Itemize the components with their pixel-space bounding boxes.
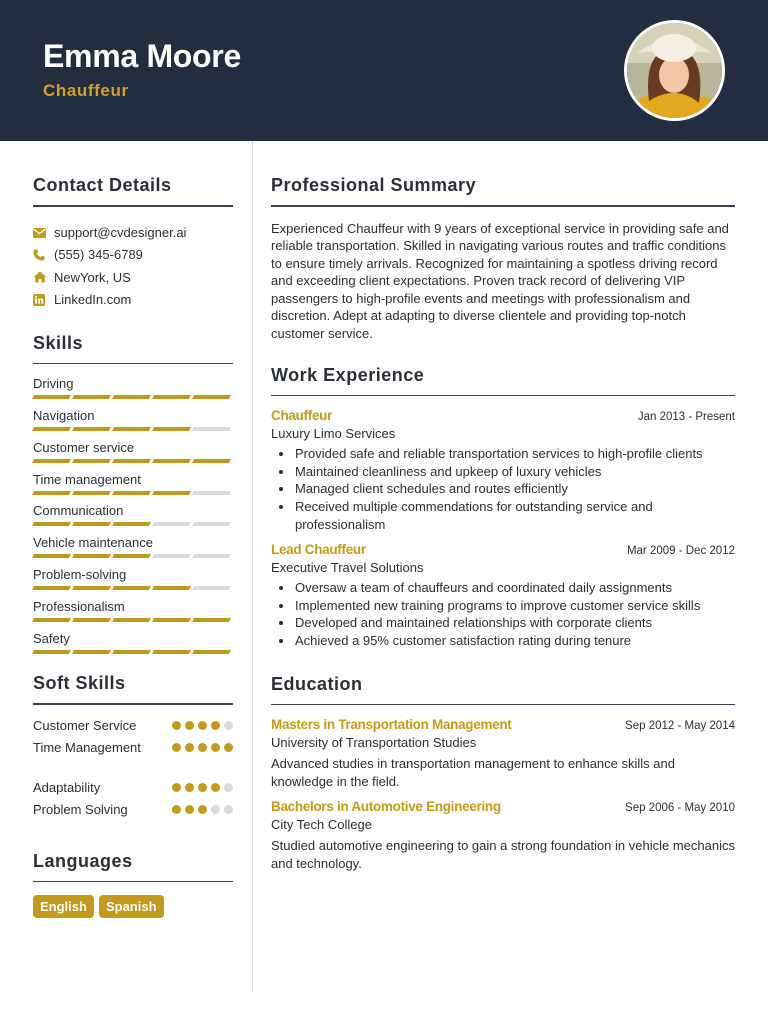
rating-dot <box>172 743 181 752</box>
skill-level-bar <box>33 618 230 622</box>
experience-rule <box>271 395 735 397</box>
skill-item <box>33 502 233 534</box>
skill-level-segment <box>32 395 71 399</box>
column-divider <box>252 141 253 991</box>
skill-level-segment <box>192 522 231 526</box>
job-entry <box>271 542 735 649</box>
skill-level-segment <box>152 618 191 622</box>
contact-list <box>33 222 233 311</box>
skill-level-segment <box>112 522 151 526</box>
rating-dot <box>172 721 181 730</box>
left-column <box>33 141 233 918</box>
job-bullet: Received multiple commendations for outstanding service and professionalism <box>271 498 735 533</box>
home-icon <box>33 271 54 283</box>
skill-level-segment <box>152 395 191 399</box>
education-title: Education <box>271 673 363 694</box>
degree-description: Advanced studies in transportation management to enhance skills and knowledge in the field. <box>271 756 675 789</box>
rating-dot <box>211 721 220 730</box>
skill-label: Problem-solving <box>33 566 127 582</box>
skill-item <box>33 630 233 662</box>
soft-skill-rating <box>172 801 233 814</box>
rating-dot <box>172 805 181 814</box>
skill-level-segment <box>192 618 231 622</box>
skill-level-segment <box>112 554 151 558</box>
rating-dot <box>211 743 220 752</box>
skill-level-segment <box>72 554 111 558</box>
job-company: Executive Travel Solutions <box>271 560 424 576</box>
education-rule <box>271 704 735 706</box>
skill-level-segment <box>112 586 151 590</box>
soft-skill-rating <box>172 739 233 752</box>
skill-item <box>33 439 233 471</box>
skill-level-bar <box>33 586 230 590</box>
rating-dot <box>211 805 220 814</box>
experience-section <box>271 365 735 650</box>
skill-level-bar <box>33 650 230 654</box>
skill-item <box>33 598 233 630</box>
contact-phone[interactable] <box>33 244 233 266</box>
job-bullet: Provided safe and reliable transportation services to high-profile clients <box>271 445 735 463</box>
skill-level-segment <box>192 427 231 431</box>
job-bullets <box>271 579 735 649</box>
degree-title: Masters in Transportation Management <box>271 717 512 732</box>
education-entry <box>271 717 735 790</box>
skill-level-segment <box>152 586 191 590</box>
skill-level-segment <box>112 618 151 622</box>
skill-label: Customer service <box>33 439 135 455</box>
rating-dot <box>185 805 194 814</box>
skill-level-segment <box>112 459 151 463</box>
education-entry <box>271 799 735 872</box>
rating-dot <box>198 721 207 730</box>
contact-rule <box>33 205 233 207</box>
profile-photo <box>624 20 725 121</box>
contact-title: Contact Details <box>33 175 172 195</box>
rating-dot <box>211 783 220 792</box>
degree-school: University of Transportation Studies <box>271 735 477 750</box>
skill-level-bar <box>33 395 230 399</box>
rating-dot <box>185 783 194 792</box>
rating-dot <box>224 721 233 730</box>
skill-level-segment <box>152 522 191 526</box>
skill-level-segment <box>152 491 191 495</box>
skills-rule <box>33 363 233 365</box>
soft-skills-title: Soft Skills <box>33 673 126 694</box>
skill-level-segment <box>72 650 111 654</box>
skill-level-segment <box>192 491 231 495</box>
contact-section <box>33 175 233 311</box>
soft-skill-rating <box>172 717 233 730</box>
skill-level-segment <box>32 618 71 622</box>
summary-title: Professional Summary <box>271 175 477 195</box>
contact-linkedin[interactable] <box>33 288 233 310</box>
skill-level-bar <box>33 522 230 526</box>
skill-label: Safety <box>33 630 70 646</box>
skill-level-segment <box>72 522 111 526</box>
skill-level-segment <box>152 650 191 654</box>
skill-level-segment <box>72 395 111 399</box>
soft-skill-label: Customer Service <box>33 717 137 733</box>
job-bullets <box>271 445 735 533</box>
skill-level-segment <box>112 427 151 431</box>
skill-level-segment <box>112 395 151 399</box>
skill-level-segment <box>32 650 71 654</box>
skill-level-segment <box>72 618 111 622</box>
rating-dot <box>172 783 181 792</box>
rating-dot <box>198 783 207 792</box>
degree-date: Sep 2006 - May 2010 <box>625 802 735 815</box>
language-badge: Spanish <box>99 895 164 918</box>
skill-item <box>33 471 233 503</box>
contact-location-text: NewYork, US <box>54 269 131 285</box>
candidate-role: Chauffeur <box>43 81 129 100</box>
soft-skills-section <box>33 673 233 824</box>
soft-skill-item <box>33 739 233 779</box>
job-bullet: Managed client schedules and routes efficiently <box>271 480 735 498</box>
skill-level-segment <box>152 427 191 431</box>
soft-skills-list <box>33 717 233 824</box>
contact-email[interactable] <box>33 222 233 244</box>
skill-level-segment <box>32 491 71 495</box>
skill-level-segment <box>192 650 231 654</box>
soft-skill-label: Time Management <box>33 740 141 756</box>
job-title: Lead Chauffeur <box>271 542 366 558</box>
skill-label: Communication <box>33 503 124 519</box>
experience-title: Work Experience <box>271 364 425 385</box>
skill-level-segment <box>72 491 111 495</box>
languages-list <box>33 895 233 918</box>
skill-label: Vehicle maintenance <box>33 535 153 551</box>
soft-skill-label: Adaptability <box>33 779 101 795</box>
contact-phone-text: (555) 345-6789 <box>54 247 143 263</box>
header-banner <box>0 0 768 141</box>
skill-level-segment <box>72 427 111 431</box>
skill-level-segment <box>112 491 151 495</box>
rating-dot <box>224 783 233 792</box>
rating-dot <box>198 805 207 814</box>
soft-skills-rule <box>33 703 233 705</box>
skill-item <box>33 534 233 566</box>
skill-label: Navigation <box>33 407 95 423</box>
job-date: Mar 2009 - Dec 2012 <box>626 545 735 558</box>
summary-text: Experienced Chauffeur with 9 years of exceptional service in providing safe and reliable transportation. Skilled in navigating various routes and traffic conditions to ensure timely arrivals. Recognized for maintaining a spotless driving record and exceeding client expectations. Proven track record of delivering VIP passengers to high-profile events and meetings with professionalism and discretion. Adept at adapting to diverse clientele and providing top-notch customer service. <box>271 220 729 342</box>
languages-rule <box>33 881 233 883</box>
rating-dot <box>198 743 207 752</box>
skill-level-segment <box>72 586 111 590</box>
skill-level-bar <box>33 459 230 463</box>
job-title: Chauffeur <box>271 408 333 424</box>
degree-description: Studied automotive engineering to gain a strong foundation in vehicle mechanics and technology. <box>271 838 735 871</box>
degree-date: Sep 2012 - May 2014 <box>625 720 735 732</box>
skill-level-segment <box>152 459 191 463</box>
job-bullet: Oversaw a team of chauffeurs and coordinated daily assignments <box>271 579 735 597</box>
skill-level-segment <box>192 459 231 463</box>
skill-label: Driving <box>33 376 74 392</box>
contact-location <box>33 266 233 288</box>
skill-level-segment <box>192 395 231 399</box>
job-bullet: Implemented new training programs to improve customer service skills <box>271 597 735 615</box>
job-company: Luxury Limo Services <box>271 426 396 442</box>
envelope-icon <box>33 228 54 238</box>
summary-section <box>271 175 735 343</box>
soft-skill-label: Problem Solving <box>33 802 128 818</box>
degree-title: Bachelors in Automotive Engineering <box>271 799 501 815</box>
skill-item <box>33 407 233 439</box>
phone-icon <box>33 249 54 261</box>
skill-level-segment <box>112 650 151 654</box>
rating-dot <box>185 721 194 730</box>
contact-linkedin-text: LinkedIn.com <box>54 292 132 308</box>
skill-level-segment <box>32 586 71 590</box>
job-bullet: Developed and maintained relationships with corporate clients <box>271 614 735 632</box>
skill-level-segment <box>32 427 71 431</box>
job-entry <box>271 408 735 533</box>
skill-level-segment <box>32 554 71 558</box>
job-date: Jan 2013 - Present <box>637 411 735 424</box>
skill-level-segment <box>152 554 191 558</box>
linkedin-icon <box>33 294 54 306</box>
skills-title: Skills <box>33 332 84 353</box>
right-column <box>271 141 735 872</box>
soft-skill-item <box>33 717 233 740</box>
job-bullet: Maintained cleanliness and upkeep of luxury vehicles <box>271 463 735 481</box>
skills-section <box>33 333 233 662</box>
skills-list <box>33 375 233 661</box>
rating-dot <box>224 805 233 814</box>
skill-label: Time management <box>33 471 141 487</box>
skill-level-bar <box>33 491 230 495</box>
skill-level-bar <box>33 554 230 558</box>
skill-level-segment <box>32 459 71 463</box>
skill-level-segment <box>192 586 231 590</box>
skill-level-segment <box>32 522 71 526</box>
candidate-name: Emma Moore <box>43 38 241 74</box>
soft-skill-item <box>33 801 233 824</box>
summary-rule <box>271 205 735 207</box>
rating-dot <box>224 743 233 752</box>
degree-school: City Tech College <box>271 817 372 833</box>
skill-level-segment <box>72 459 111 463</box>
job-bullet: Achieved a 95% customer satisfaction rating during tenure <box>271 632 735 650</box>
language-badge: English <box>33 895 94 918</box>
rating-dot <box>185 743 194 752</box>
skill-label: Professionalism <box>33 598 125 614</box>
soft-skill-item <box>33 779 233 802</box>
skill-item <box>33 566 233 598</box>
skill-item <box>33 375 233 407</box>
profile-photo-image <box>627 23 722 118</box>
skill-level-segment <box>192 554 231 558</box>
languages-title: Languages <box>33 850 133 871</box>
languages-section <box>33 851 233 919</box>
soft-skill-rating <box>172 779 233 792</box>
education-section <box>271 674 735 873</box>
skill-level-bar <box>33 427 230 431</box>
contact-email-text: support@cvdesigner.ai <box>54 225 187 241</box>
